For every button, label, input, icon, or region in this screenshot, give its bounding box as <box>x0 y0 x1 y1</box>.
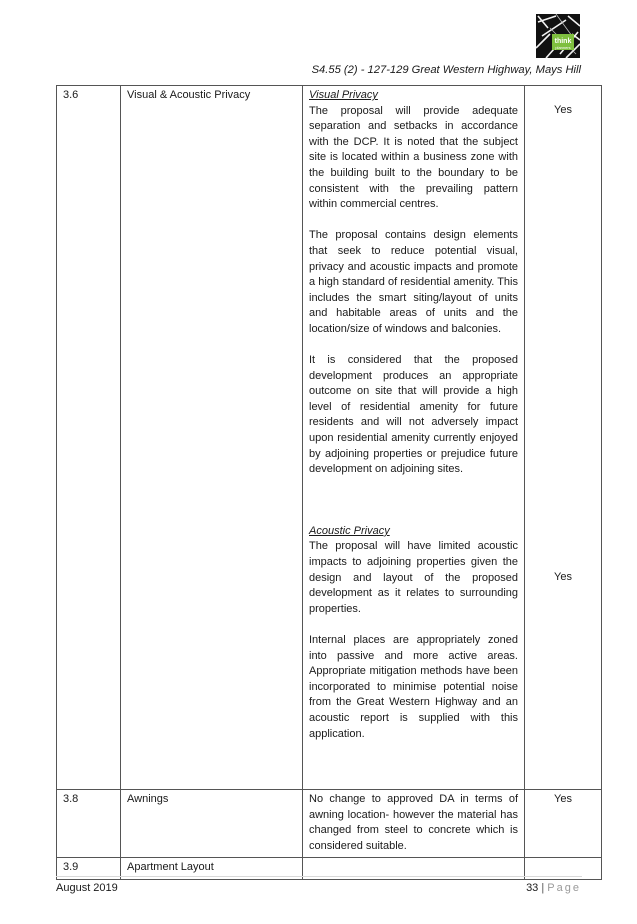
paragraph: Internal places are appropriately zoned into passive and more active areas. Appropriate mitigation methods have been incorporated to minimise potential noise from the Great Western Highway and an acoustic report is supplied with this application. <box>309 634 518 740</box>
footer-divider <box>56 876 582 877</box>
document-header-title: S4.55 (2) - 127-129 Great Western Highway, Mays Hill <box>311 64 581 76</box>
section-heading: Visual Privacy <box>309 89 378 101</box>
paragraph: It is considered that the proposed development produces an appropriate outcome on site that will provide a high level of residential amenity for future residents and will not adversely impact upon residential amenity currently enjoyed by adjoining properties or prejudice future development on adjoining sites. <box>309 354 518 476</box>
assessment-cell <box>303 790 525 858</box>
svg-text:planners: planners <box>555 45 571 50</box>
clause-number: 3.6 <box>57 86 121 790</box>
paragraph: No change to approved DA in terms of awning location- however the material has changed from steel to concrete which is considered suitable. <box>309 793 518 852</box>
paragraph: The proposal contains design elements that seek to reduce potential visual, privacy and acoustic impacts and promote a high standard of residential amenity. This includes the smart siting/layout of units and habitable areas of units and the location/size of windows and balconies. <box>309 229 518 335</box>
company-logo <box>536 14 580 58</box>
paragraph: The proposal will have limited acoustic impacts to adjoining properties given the design and layout of the proposed development as it relates to surrounding properties. <box>309 540 518 615</box>
compliance-cell <box>525 790 602 858</box>
footer-date: August 2019 <box>56 882 118 894</box>
clause-number: 3.9 <box>57 858 121 880</box>
compliance-value: Yes <box>554 793 572 805</box>
section-heading: Acoustic Privacy <box>309 524 390 537</box>
table-row <box>57 86 602 790</box>
page-separator: | <box>541 882 545 894</box>
page-label: Page <box>547 882 581 894</box>
clause-number: 3.8 <box>57 790 121 858</box>
control-name: Apartment Layout <box>121 858 303 880</box>
control-name: Visual & Acoustic Privacy <box>121 86 303 790</box>
compliance-value: Yes <box>554 571 572 583</box>
compliance-cell <box>525 86 602 790</box>
svg-text:think: think <box>554 38 572 45</box>
control-name: Awnings <box>121 790 303 858</box>
compliance-value: Yes <box>554 104 572 116</box>
table-row <box>57 790 602 858</box>
compliance-table <box>56 85 602 880</box>
assessment-cell <box>303 86 525 790</box>
page-indicator <box>526 882 581 894</box>
page-number: 33 <box>526 882 539 894</box>
paragraph: The proposal will provide adequate separation and setbacks in accordance with the DCP. It is noted that the subject site is located within a business zone with the building built to the boundary to be consistent with the prevailing pattern within commercial centres. <box>309 104 518 211</box>
